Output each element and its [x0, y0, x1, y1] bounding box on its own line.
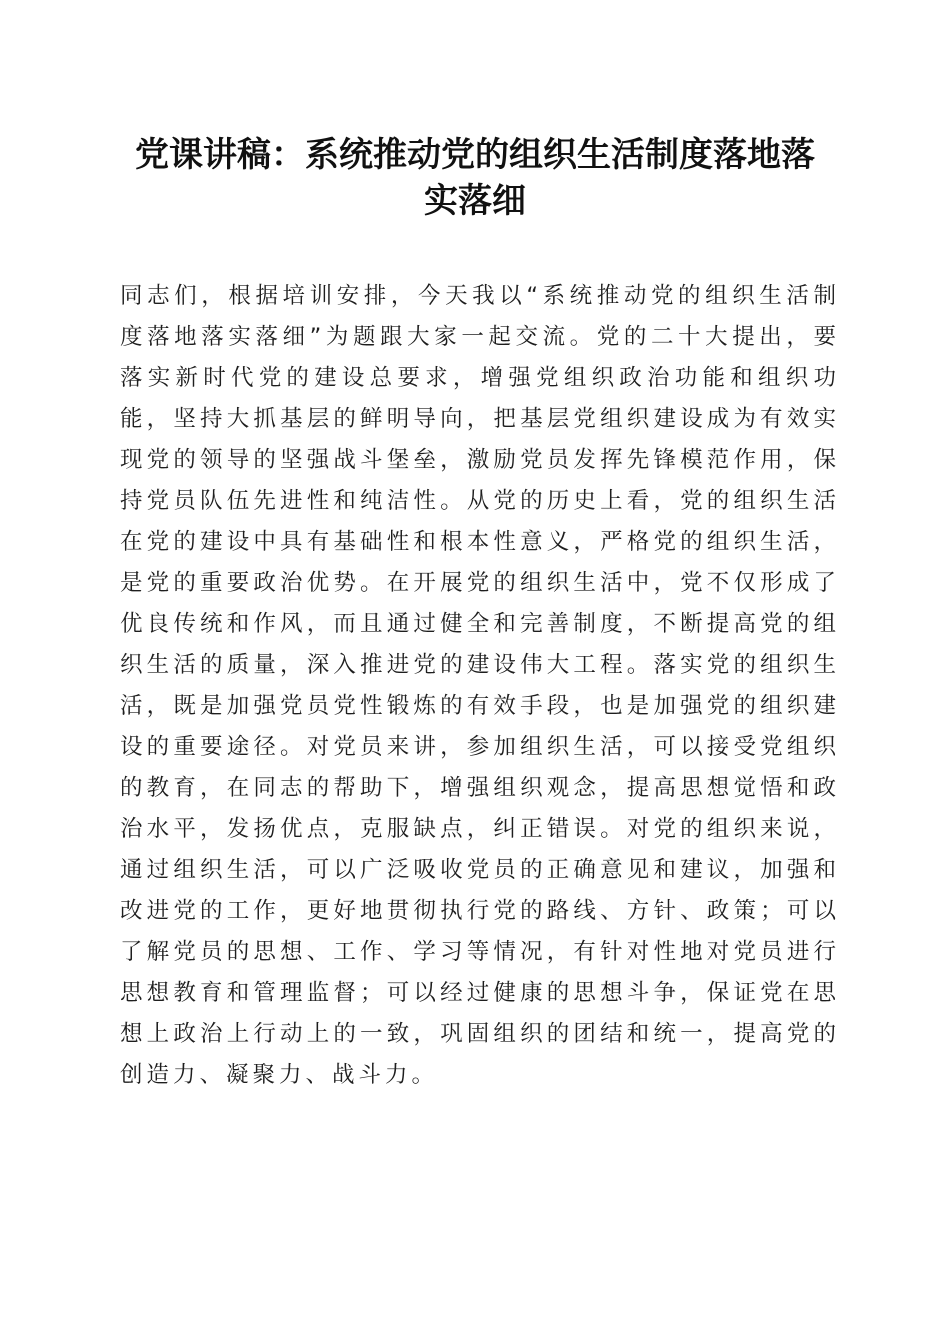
title-line-2: 实落细 [424, 181, 526, 221]
body-paragraph: 同志们，根据培训安排，今天我以“系统推动党的组织生活制度落地落实落细”为题跟大家一起交流。党的二十大提出，要落实新时代党的建设总要求，增强党组织政治功能和组织功能，坚持大抓基层的鲜明导向，把基层党组织建设成为有效实现党的领导的坚强战斗堡垒，激励党员发挥先锋模范作用，保持党员队伍先进性和纯洁性。从党的历史上看，党的组织生活在党的建设中具有基础性和根本性意义，严格党的组织生活，是党的重要政治优势。在开展党的组织生活中，党不仅形成了优良传统和作风，而且通过健全和完善制度，不断提高党的组织生活的质量，深入推进党的建设伟大工程。落实党的组织生活，既是加强党员党性锻炼的有效手段，也是加强党的组织建设的重要途径。对党员来讲，参加组织生活，可以接受党组织的教育，在同志的帮助下，增强组织观念，提高思想觉悟和政治水平，发扬优点，克服缺点，纠正错误。对党的组织来说，通过组织生活，可以广泛吸收党员的正确意见和建议，加强和改进党的工作，更好地贯彻执行党的路线、方针、政策；可以了解党员的思想、工作、学习等情况，有针对性地对党员进行思想教育和管理监督；可以经过健康的思想斗争，保证党在思想上政治上行动上的一致，巩固组织的团结和统一，提高党的创造力、凝聚力、战斗力。 [120, 283, 840, 1088]
document-title [100, 132, 850, 224]
title-line-1: 党课讲稿：系统推动党的组织生活制度落地落 [135, 135, 815, 175]
